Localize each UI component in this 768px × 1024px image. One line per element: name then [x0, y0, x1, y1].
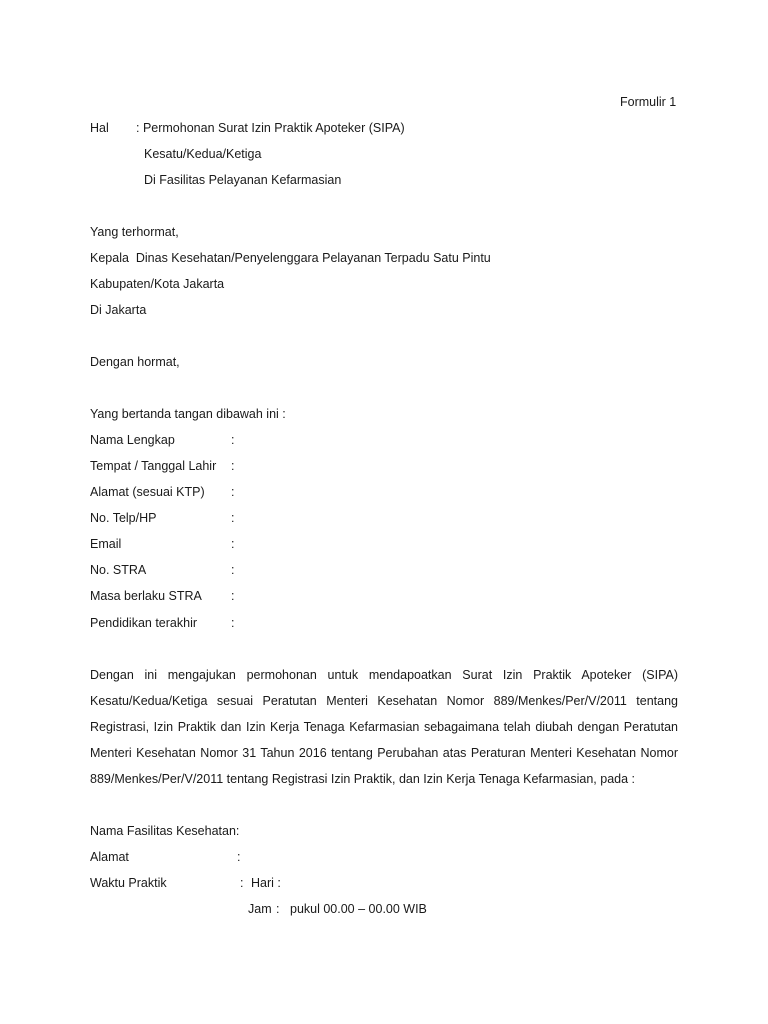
subject-line-1: : Permohonan Surat Izin Praktik Apoteker (SIPA) [136, 121, 405, 135]
form-number: Formulir 1 [620, 95, 677, 109]
paragraph-line: Registrasi, Izin Praktik dan Izin Kerja Tenaga Kefarmasian sebagaimana telah diubah dengan Peratutan [90, 720, 678, 734]
field-label: No. Telp/HP [90, 511, 157, 525]
field-label: No. STRA [90, 563, 147, 577]
paragraph-line: Dengan ini mengajukan permohonan untuk mendapoatkan Surat Izin Praktik Apoteker (SIPA) [90, 668, 678, 682]
field-label: Email [90, 537, 122, 551]
practice-day-label: Hari : [251, 876, 281, 890]
subject-label: Hal [90, 121, 109, 135]
field-separator: : [231, 589, 235, 603]
paragraph-line: Menteri Kesehatan Nomor 31 Tahun 2016 tentang Perubahan atas Peraturan Menteri Kesehatan Nomor [90, 746, 678, 760]
recipient-line-3: Di Jakarta [90, 303, 147, 317]
field-separator: : [231, 511, 235, 525]
recipient-line-1: Kepala Dinas Kesehatan/Penyelenggara Pelayanan Terpadu Satu Pintu [90, 251, 491, 265]
practice-hour-label: Jam [248, 902, 272, 916]
field-label: Tempat / Tanggal Lahir [90, 459, 217, 473]
practice-time-separator: : [240, 876, 244, 890]
field-separator: : [231, 616, 235, 630]
subject-line-2: Kesatu/Kedua/Ketiga [144, 147, 262, 161]
facility-address-separator: : [237, 850, 241, 864]
facility-name-label: Nama Fasilitas Kesehatan: [90, 824, 240, 838]
field-label: Masa berlaku STRA [90, 589, 202, 603]
recipient-line-2: Kabupaten/Kota Jakarta [90, 277, 225, 291]
greeting: Dengan hormat, [90, 355, 180, 369]
practice-hour-separator: : [276, 902, 280, 916]
facility-address-label: Alamat [90, 850, 129, 864]
paragraph-line: Kesatu/Kedua/Ketiga sesuai Peratutan Menteri Kesehatan Nomor 889/Menkes/Per/V/2011 tentang [90, 694, 678, 708]
practice-hour-value: pukul 00.00 – 00.00 WIB [290, 902, 427, 916]
field-separator: : [231, 485, 235, 499]
field-separator: : [231, 459, 235, 473]
field-separator: : [231, 537, 235, 551]
practice-time-label: Waktu Praktik [90, 876, 167, 890]
intro-line: Yang bertanda tangan dibawah ini : [90, 407, 286, 421]
paragraph-line: 889/Menkes/Per/V/2011 tentang Registrasi Izin Praktik, dan Izin Kerja Tenaga Kefarmasian, pada : [90, 772, 635, 786]
recipient-salutation: Yang terhormat, [90, 225, 179, 239]
subject-line-3: Di Fasilitas Pelayanan Kefarmasian [144, 173, 342, 187]
field-label: Pendidikan terakhir [90, 616, 198, 630]
field-separator: : [231, 433, 235, 447]
field-separator: : [231, 563, 235, 577]
field-label: Nama Lengkap [90, 433, 175, 447]
field-label: Alamat (sesuai KTP) [90, 485, 205, 499]
